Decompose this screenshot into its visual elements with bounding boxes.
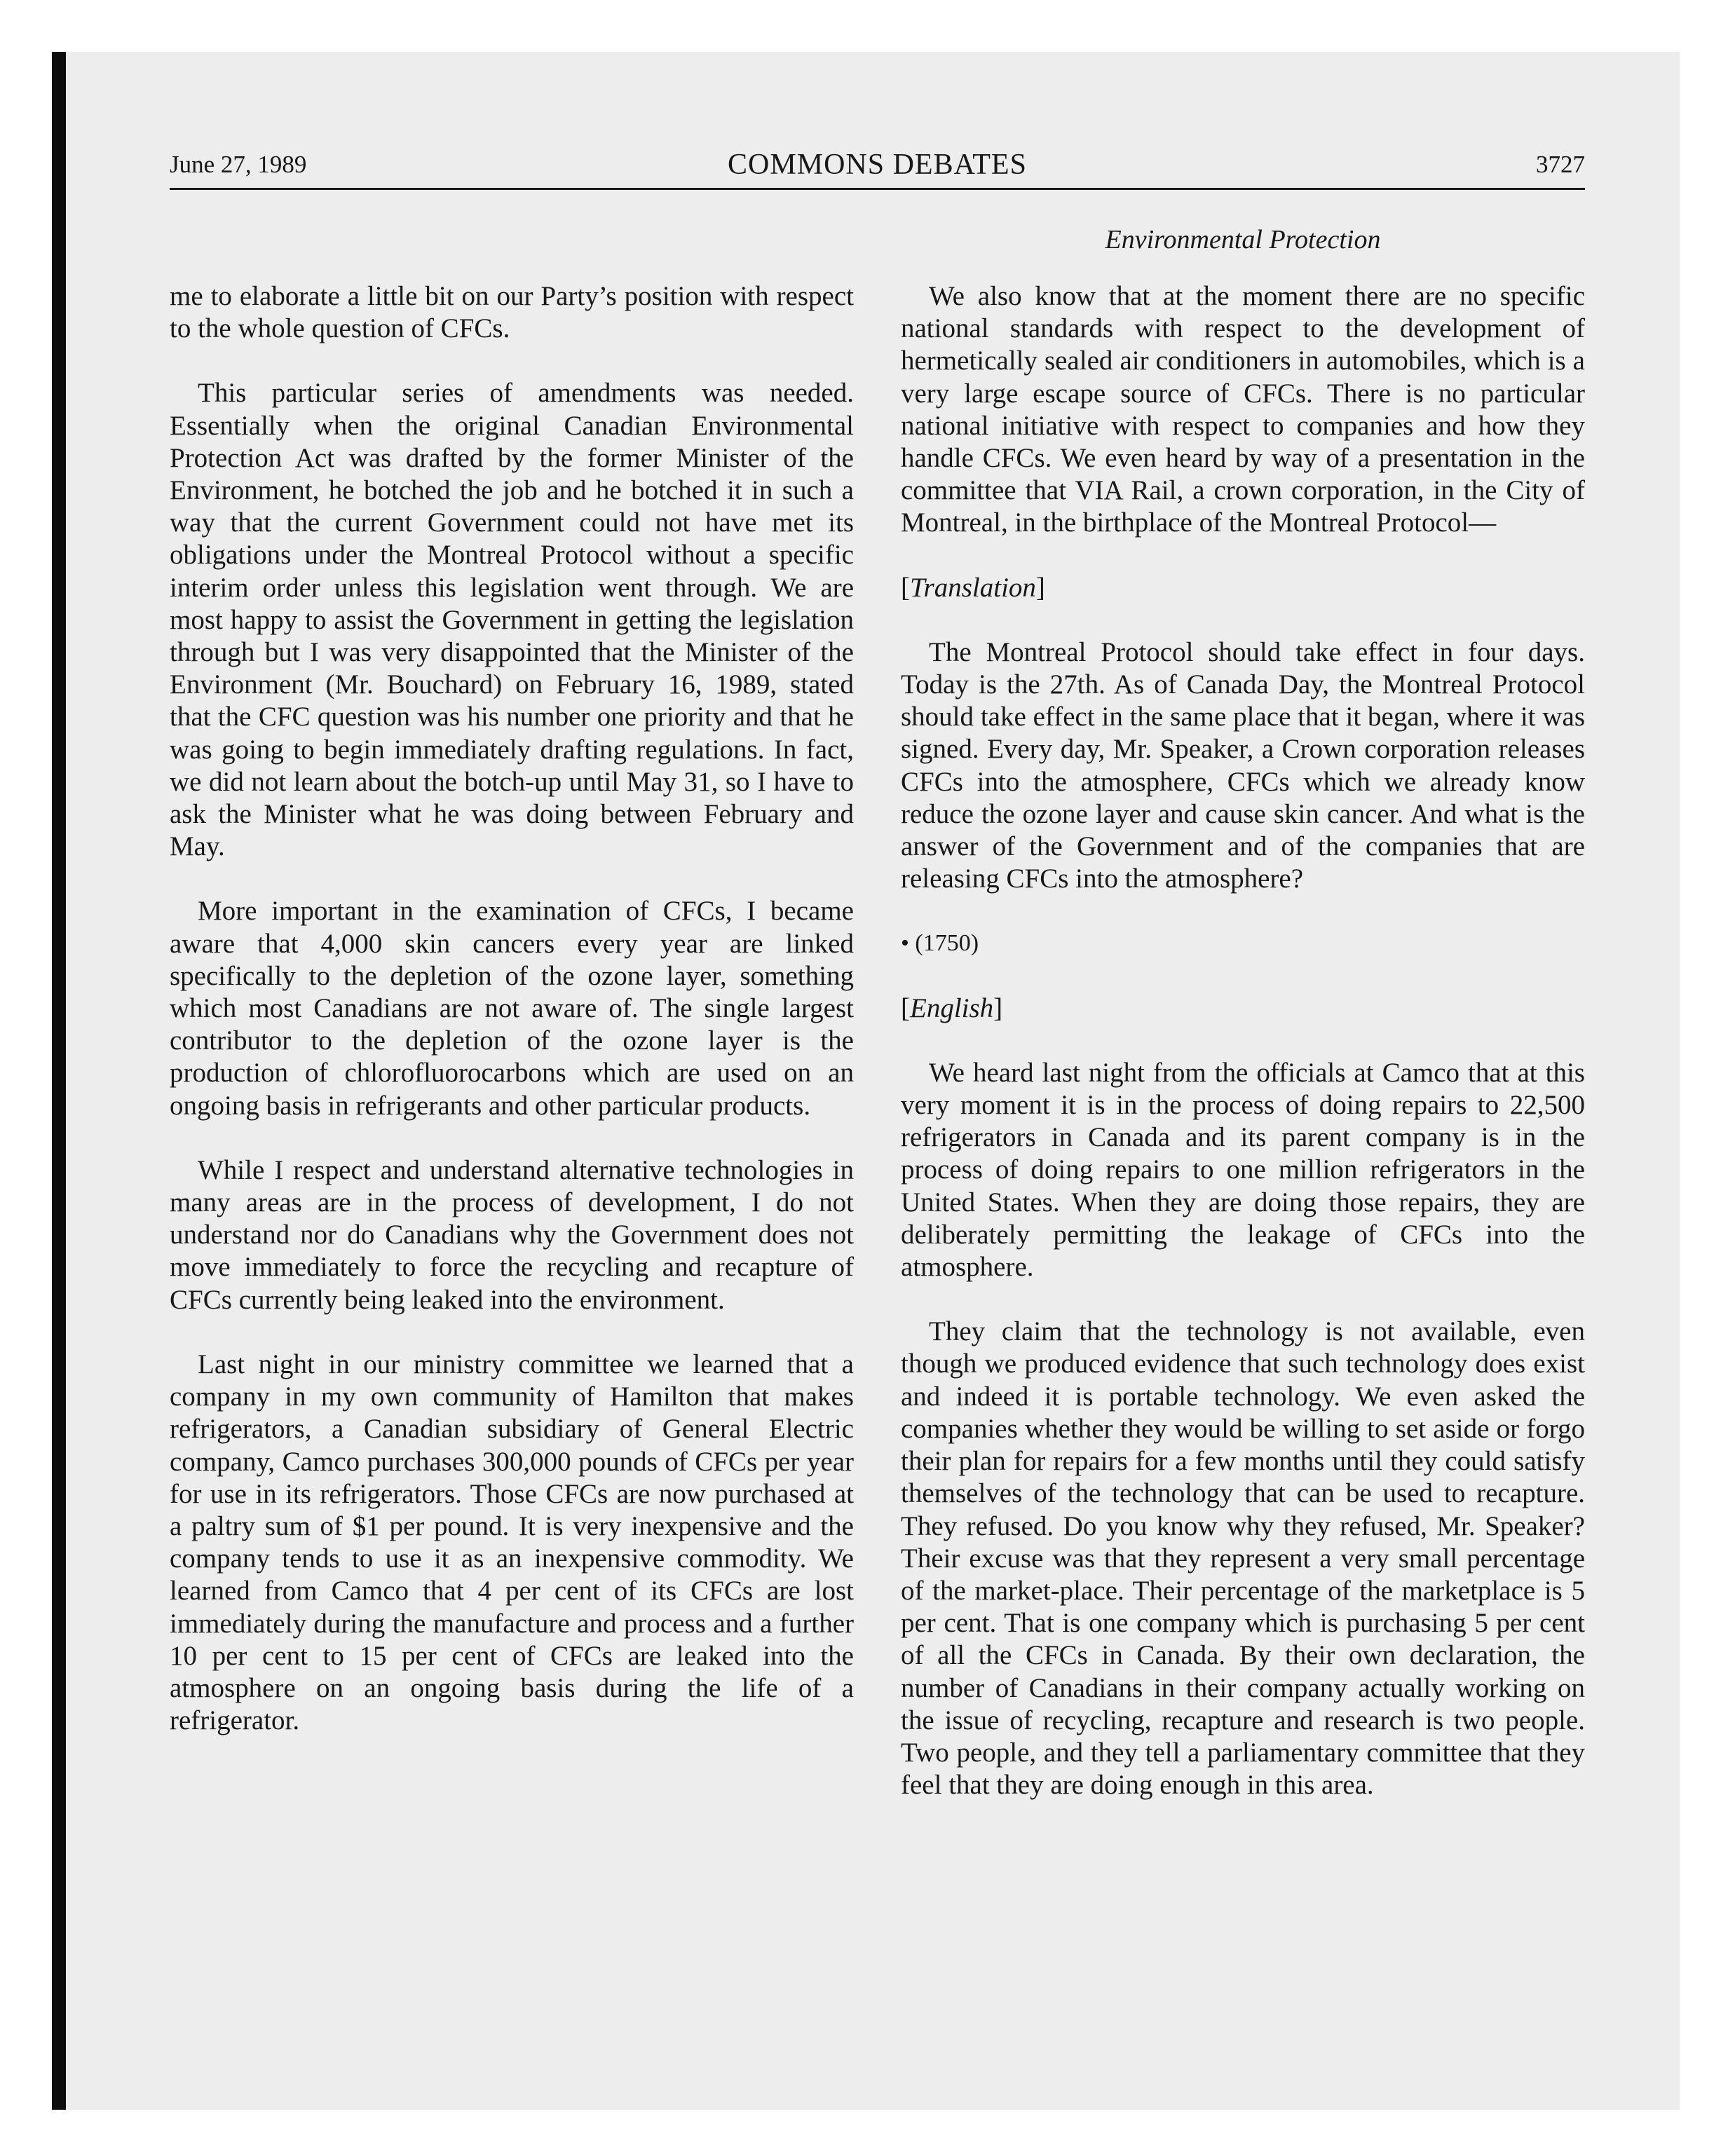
translation-tag-text: Translation — [910, 572, 1036, 603]
right-paragraph-4: They claim that the technology is not available, even though we produced evidence that such technology does exist and indeed it is portable technology. We even asked the companies whether they would be willing to set aside or forgo their plan for repairs for a few months until they could satisfy themselves of the technology that can be used to recapture. They refused. Do you know why they refused, Mr. Speaker? Their excuse was that they represent a very small percentage of the market-place. Their percentage of the marketplace is 5 per cent. That is one company which is purchasing 5 per cent of all the CFCs in Canada. By their own declaration, the number of Canadians in their company actually working on the issue of recycling, recapture and research is two people. Two people, and they tell a parliamentary committee that they feel that they are doing enough in this area. — [901, 1316, 1585, 1801]
page-header — [170, 144, 1585, 185]
left-paragraph-3: More important in the examination of CFCs, I became aware that 4,000 skin cancers every year are linked specifically to the depletion of the ozone layer, something which most Canadians are not aware of. The single largest contributor to the depletion of the ozone layer is the production of chlorofluorocarbons which are used on an ongoing basis in refrigerants and other particular products. — [170, 896, 854, 1121]
left-paragraph-2: This particular series of amendments was needed. Essentially when the original Canadian Environmental Protection Act was drafted by the former Minister of the Environment, he botched the job and he botched it in such a way that the current Government could not have met its obligations under the Montreal Protocol without a specific interim order unless this legislation went through. We are most happy to assist the Government in getting the legislation through but I was very disappointed that the Minister of the Environment (Mr. Bouchard) on February 16, 1989, stated that the CFC question was his number one priority and that he was going to begin immediately drafting regulations. In fact, we did not learn about the botch-up until May 31, so I have to ask the Minister what he was doing between February and May. — [170, 378, 854, 862]
time-marker: • (1750) — [901, 930, 979, 957]
english-tag: [English] — [901, 992, 1003, 1023]
right-column — [901, 280, 1585, 1834]
header-title: COMMONS DEBATES — [728, 149, 1027, 181]
header-page-number: 3727 — [1536, 151, 1585, 178]
left-column — [170, 280, 854, 1769]
header-rule — [170, 188, 1585, 190]
right-paragraph-2: The Montreal Protocol should take effect in four days. Today is the 27th. As of Canada Day, the Montreal Protocol should take effect in the same place that it began, where it was signed. Every day, Mr. Speaker, a Crown corporation releases CFCs into the atmosphere, CFCs which we already know reduce the ozone layer and cause skin cancer. And what is the answer of the Government and of the companies that are releasing CFCs into the atmosphere? — [901, 636, 1585, 894]
binding-edge-shadow — [52, 52, 66, 2110]
header-date: June 27, 1989 — [170, 151, 307, 178]
right-paragraph-3: We heard last night from the officials at Camco that at this very moment it is in the process of doing repairs to 22,500 refrigerators in Canada and its parent company is in the process of doing repairs to one million refrigerators in the United States. When they are doing those repairs, they are deliberately permitting the leakage of CFCs into the atmosphere. — [901, 1057, 1585, 1283]
right-paragraph-1: We also know that at the moment there are no specific national standards with respect to the development of hermetically sealed air conditioners in automobiles, which is a very large escape source of CFCs. There is no particular national initiative with respect to companies and how they handle CFCs. We even heard by way of a presentation in the committee that VIA Rail, a crown corporation, in the City of Montreal, in the birthplace of the Montreal Protocol— — [901, 281, 1585, 538]
translation-tag: [Translation] — [901, 572, 1045, 603]
left-paragraph-1: me to elaborate a little bit on our Party’s position with respect to the whole question of CFCs. — [170, 281, 854, 344]
section-heading: Environmental Protection — [1105, 225, 1381, 254]
left-paragraph-4: While I respect and understand alternative technologies in many areas are in the process of development, I do not understand nor do Canadians why the Government does not move immediately to force the recycling and recapture of CFCs currently being leaked into the environment. — [170, 1154, 854, 1315]
left-paragraph-5: Last night in our ministry committee we learned that a company in my own community of Hamilton that makes refrigerators, a Canadian subsidiary of General Electric company, Camco purchases 300,000 pounds of CFCs per year for use in its refrigerators. Those CFCs are now purchased at a paltry sum of $1 per pound. It is very inexpensive and the company tends to use it as an inexpensive commodity. We learned from Camco that 4 per cent of its CFCs are lost immediately during the manufacture and process and a further 10 per cent to 15 per cent of CFCs are leaked into the atmosphere on an ongoing basis during the life of a refrigerator. — [170, 1349, 854, 1736]
english-tag-text: English — [910, 992, 994, 1023]
